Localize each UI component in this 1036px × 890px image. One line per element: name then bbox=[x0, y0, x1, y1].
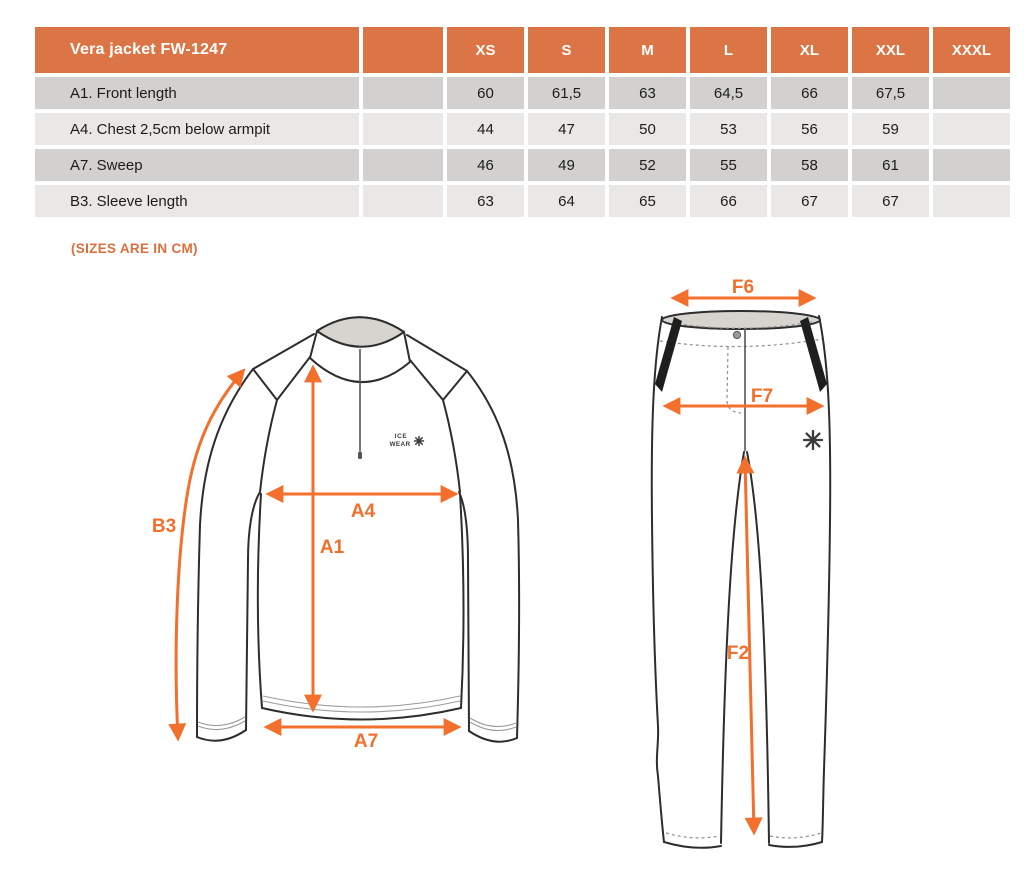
b3-label: B3 bbox=[151, 516, 177, 537]
row-label-a7: A7. Sweep bbox=[35, 149, 359, 181]
f2-label: F2 bbox=[726, 643, 750, 664]
value-cell: 53 bbox=[690, 113, 767, 145]
row-label-a1: A1. Front length bbox=[35, 77, 359, 109]
b3-arrow bbox=[176, 371, 243, 738]
spacer-cell bbox=[363, 77, 443, 109]
value-cell: 50 bbox=[609, 113, 686, 145]
logo-text-ice: ICE bbox=[394, 433, 408, 440]
table-title: Vera jacket FW-1247 bbox=[35, 27, 359, 73]
size-table bbox=[35, 27, 1010, 217]
waist-button bbox=[733, 331, 740, 338]
row-label-a4: A4. Chest 2,5cm below armpit bbox=[35, 113, 359, 145]
pants-diagram bbox=[635, 270, 850, 860]
value-cell: 44 bbox=[447, 113, 524, 145]
value-cell: 49 bbox=[528, 149, 605, 181]
size-header-xl: XL bbox=[771, 27, 848, 73]
value-cell: 64,5 bbox=[690, 77, 767, 109]
row-label-b3: B3. Sleeve length bbox=[35, 185, 359, 217]
value-cell: 56 bbox=[771, 113, 848, 145]
jacket-outline bbox=[197, 334, 519, 742]
value-cell bbox=[933, 113, 1010, 145]
size-header-m: M bbox=[609, 27, 686, 73]
a4-label: A4 bbox=[350, 501, 376, 522]
value-cell: 61 bbox=[852, 149, 929, 181]
value-cell: 61,5 bbox=[528, 77, 605, 109]
value-cell: 66 bbox=[690, 185, 767, 217]
size-header-xxxl: XXXL bbox=[933, 27, 1010, 73]
sizes-unit-note: (SIZES ARE IN CM) bbox=[71, 241, 198, 256]
icewear-logo bbox=[389, 433, 423, 448]
size-header-xs: XS bbox=[447, 27, 524, 73]
pants-outline bbox=[652, 316, 830, 848]
value-cell: 65 bbox=[609, 185, 686, 217]
right-pocket-opening bbox=[800, 317, 827, 392]
pants-fly bbox=[727, 329, 745, 451]
f6-label: F6 bbox=[731, 277, 755, 298]
value-cell: 67 bbox=[771, 185, 848, 217]
logo-text-wear: WEAR bbox=[389, 441, 411, 448]
value-cell: 47 bbox=[528, 113, 605, 145]
snowflake-icon bbox=[415, 437, 424, 446]
value-cell: 64 bbox=[528, 185, 605, 217]
value-cell: 63 bbox=[447, 185, 524, 217]
value-cell bbox=[933, 185, 1010, 217]
header-spacer-cell bbox=[363, 27, 443, 73]
value-cell: 60 bbox=[447, 77, 524, 109]
a1-label: A1 bbox=[319, 537, 345, 558]
spacer-cell bbox=[363, 185, 443, 217]
size-header-l: L bbox=[690, 27, 767, 73]
value-cell: 55 bbox=[690, 149, 767, 181]
f7-label: F7 bbox=[750, 386, 774, 407]
spacer-cell bbox=[363, 149, 443, 181]
size-header-xxl: XXL bbox=[852, 27, 929, 73]
value-cell: 66 bbox=[771, 77, 848, 109]
value-cell bbox=[933, 77, 1010, 109]
spacer-cell bbox=[363, 113, 443, 145]
snowflake-icon bbox=[804, 431, 822, 449]
value-cell: 52 bbox=[609, 149, 686, 181]
value-cell: 67 bbox=[852, 185, 929, 217]
value-cell: 59 bbox=[852, 113, 929, 145]
size-header-s: S bbox=[528, 27, 605, 73]
left-pocket-opening bbox=[655, 317, 682, 392]
jacket-diagram bbox=[150, 290, 535, 770]
pants-waistband bbox=[660, 311, 822, 347]
value-cell: 67,5 bbox=[852, 77, 929, 109]
value-cell: 58 bbox=[771, 149, 848, 181]
a7-label: A7 bbox=[353, 731, 379, 752]
value-cell bbox=[933, 149, 1010, 181]
value-cell: 63 bbox=[609, 77, 686, 109]
value-cell: 46 bbox=[447, 149, 524, 181]
